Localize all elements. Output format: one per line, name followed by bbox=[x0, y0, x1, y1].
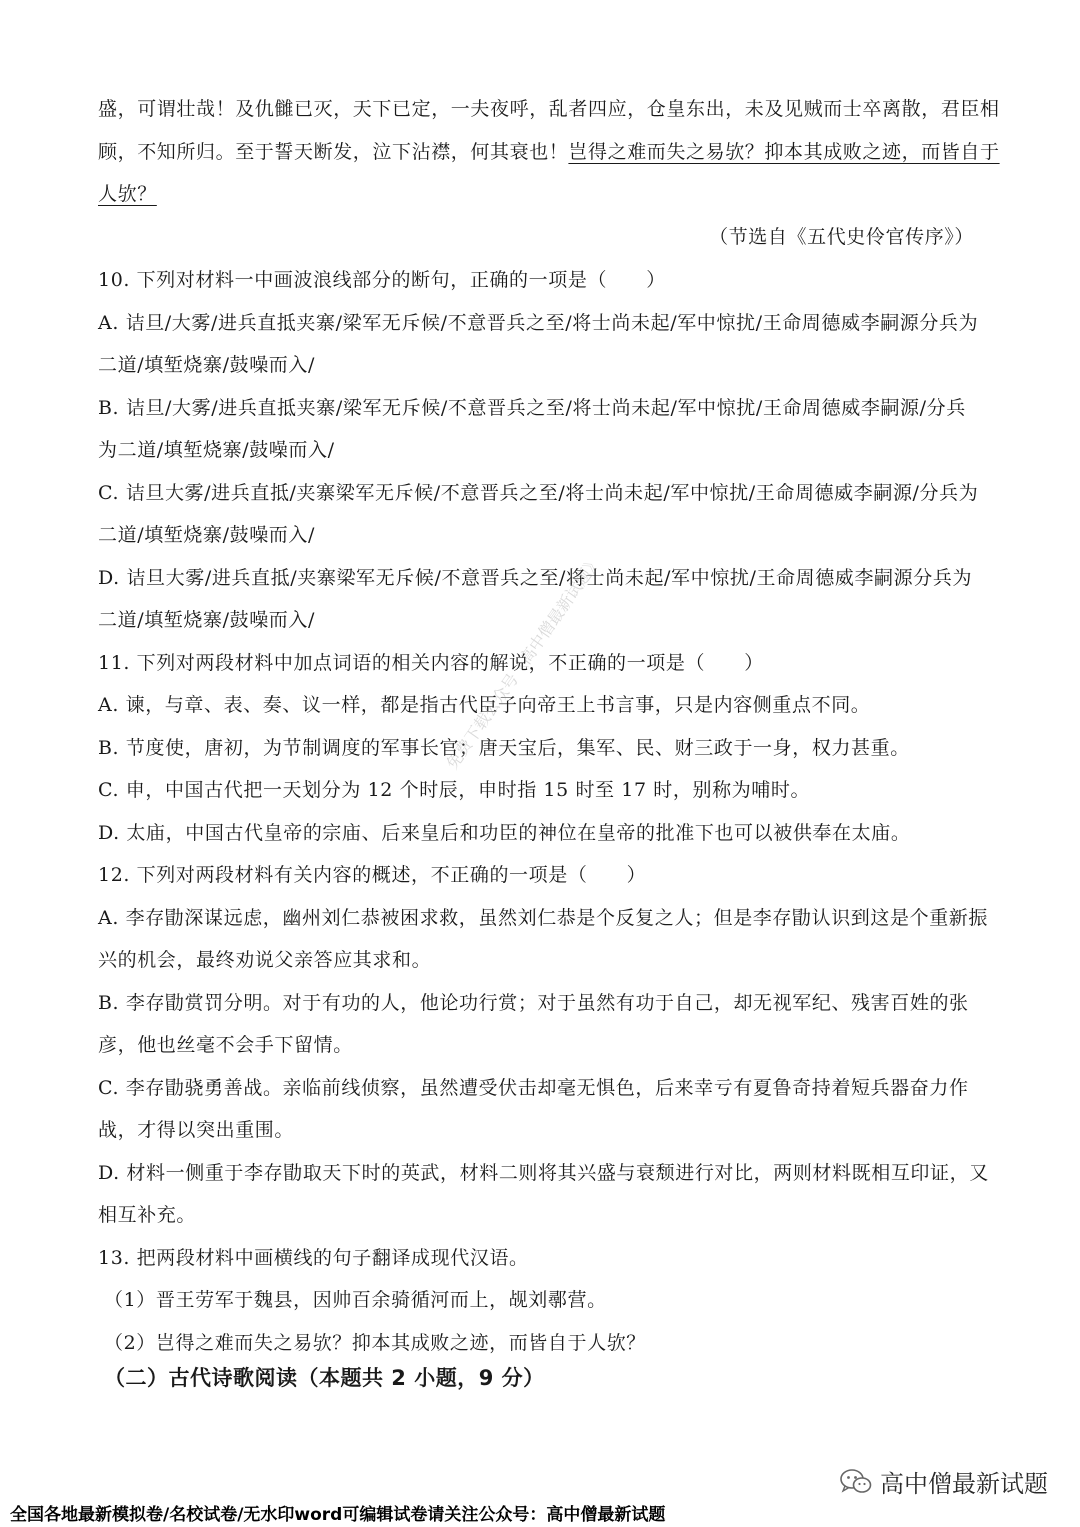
brand-name: 高中僧最新试题 bbox=[880, 1470, 1048, 1498]
q12-option-a-line1: A. 李存勖深谋远虑，幽州刘仁恭被困求救，虽然刘仁恭是个反复之人；但是李存勖认识到这是个重新振 bbox=[98, 907, 989, 929]
passage-line-2-plain: 顾，不知所归。至于誓天断发，泣下沾襟，何其衰也！ bbox=[98, 141, 569, 163]
q10-stem: 10. 下列对材料一中画波浪线部分的断句，正确的一项是（ ） bbox=[98, 269, 666, 291]
q13-sentence-1: （1）晋王劳军于魏县，因帅百余骑循河而上，觇刘鄩营。 bbox=[104, 1289, 607, 1311]
brand-mark bbox=[840, 1464, 1048, 1499]
q11-option-c: C. 申，中国古代把一天划分为 12 个时辰，申时指 15 时至 17 时，别称为哺时。 bbox=[98, 779, 811, 801]
q12-option-a-line2: 兴的机会，最终劝说父亲答应其求和。 bbox=[98, 949, 432, 971]
wechat-icon bbox=[840, 1469, 872, 1495]
passage-line-3-underlined: 人欤？ bbox=[98, 183, 157, 205]
q10-option-c-line1: C. 诘旦大雾/进兵直抵/夹寨梁军无斥候/不意晋兵之至/将士尚未起/军中惊扰/王命周德威李嗣源/分兵为 bbox=[98, 482, 979, 504]
q10-option-b-line1: B. 诘旦/大雾/进兵直抵夹寨/梁军无斥候/不意晋兵之至/将士尚未起/军中惊扰/王命周德威李嗣源/分兵 bbox=[98, 397, 966, 419]
q13-sentence-2: （2）岂得之难而失之易欤？抑本其成败之迹，而皆自于人欤？ bbox=[104, 1332, 646, 1354]
q10-option-a-line1: A. 诘旦/大雾/进兵直抵夹寨/梁军无斥候/不意晋兵之至/将士尚未起/军中惊扰/王命周德威李嗣源分兵为 bbox=[98, 312, 979, 334]
passage-line-3 bbox=[98, 181, 978, 207]
watermark: 免费下载公众号《高中僧最新试题》 bbox=[442, 552, 605, 773]
q12-option-b-line2: 彦，他也丝毫不会手下留情。 bbox=[98, 1034, 353, 1056]
q11-option-b: B. 节度使，唐初，为节制调度的军事长官；唐天宝后，集军、民、财三政于一身，权力甚重。 bbox=[98, 737, 910, 759]
q10-option-d-line2: 二道/填堑烧寨/鼓噪而入/ bbox=[98, 609, 316, 631]
passage-line-2 bbox=[98, 139, 1000, 165]
q11-option-d: D. 太庙，中国古代皇帝的宗庙、后来皇后和功臣的神位在皇帝的批准下也可以被供奉在太庙。 bbox=[98, 822, 911, 844]
q12-option-c-line2: 战，才得以突出重围。 bbox=[98, 1119, 295, 1141]
q11-stem: 11. 下列对两段材料中加点词语的相关内容的解说，不正确的一项是（ ） bbox=[98, 652, 764, 674]
q13-stem: 13. 把两段材料中画横线的句子翻译成现代汉语。 bbox=[98, 1247, 529, 1269]
passage-line-1: 盛，可谓壮哉！及仇雠已灭，天下已定，一夫夜呼，乱者四应，仓皇东出，未及见贼而士卒离散，君臣相 bbox=[98, 98, 1000, 120]
section-heading: （二）古代诗歌阅读（本题共 2 小题，9 分） bbox=[104, 1366, 545, 1390]
q12-option-d-line2: 相互补充。 bbox=[98, 1204, 197, 1226]
q12-option-b-line1: B. 李存勖赏罚分明。对于有功的人，他论功行赏；对于虽然有功于自己，却无视军纪、残害百姓的张 bbox=[98, 992, 969, 1014]
passage-source: （节选自《五代史伶官传序》） bbox=[709, 226, 974, 248]
q10-option-d-line1: D. 诘旦大雾/进兵直抵/夹寨梁军无斥候/不意晋兵之至/将士尚未起/军中惊扰/王命周德威李嗣源分兵为 bbox=[98, 567, 973, 589]
passage-line-2-underlined: 岂得之难而失之易欤？抑本其成败之迹，而皆自于 bbox=[568, 141, 1000, 163]
footer-notice: 全国各地最新模拟卷/名校试卷/无水印word可编辑试卷请关注公众号：高中僧最新试题 bbox=[10, 1505, 666, 1525]
q12-option-d-line1: D. 材料一侧重于李存勖取天下时的英武，材料二则将其兴盛与衰颓进行对比，两则材料既相互印证，又 bbox=[98, 1162, 989, 1184]
q10-option-b-line2: 为二道/填堑烧寨/鼓噪而入/ bbox=[98, 439, 335, 461]
q12-option-c-line1: C. 李存勖骁勇善战。亲临前线侦察，虽然遭受伏击却毫无惧色，后来幸亏有夏鲁奇持着短兵器奋力作 bbox=[98, 1077, 969, 1099]
q11-option-a: A. 谏，与章、表、奏、议一样，都是指古代臣子向帝王上书言事，只是内容侧重点不同。 bbox=[98, 694, 871, 716]
q10-option-c-line2: 二道/填堑烧寨/鼓噪而入/ bbox=[98, 524, 316, 546]
q10-option-a-line2: 二道/填堑烧寨/鼓噪而入/ bbox=[98, 354, 316, 376]
q12-stem: 12. 下列对两段材料有关内容的概述，不正确的一项是（ ） bbox=[98, 864, 647, 886]
